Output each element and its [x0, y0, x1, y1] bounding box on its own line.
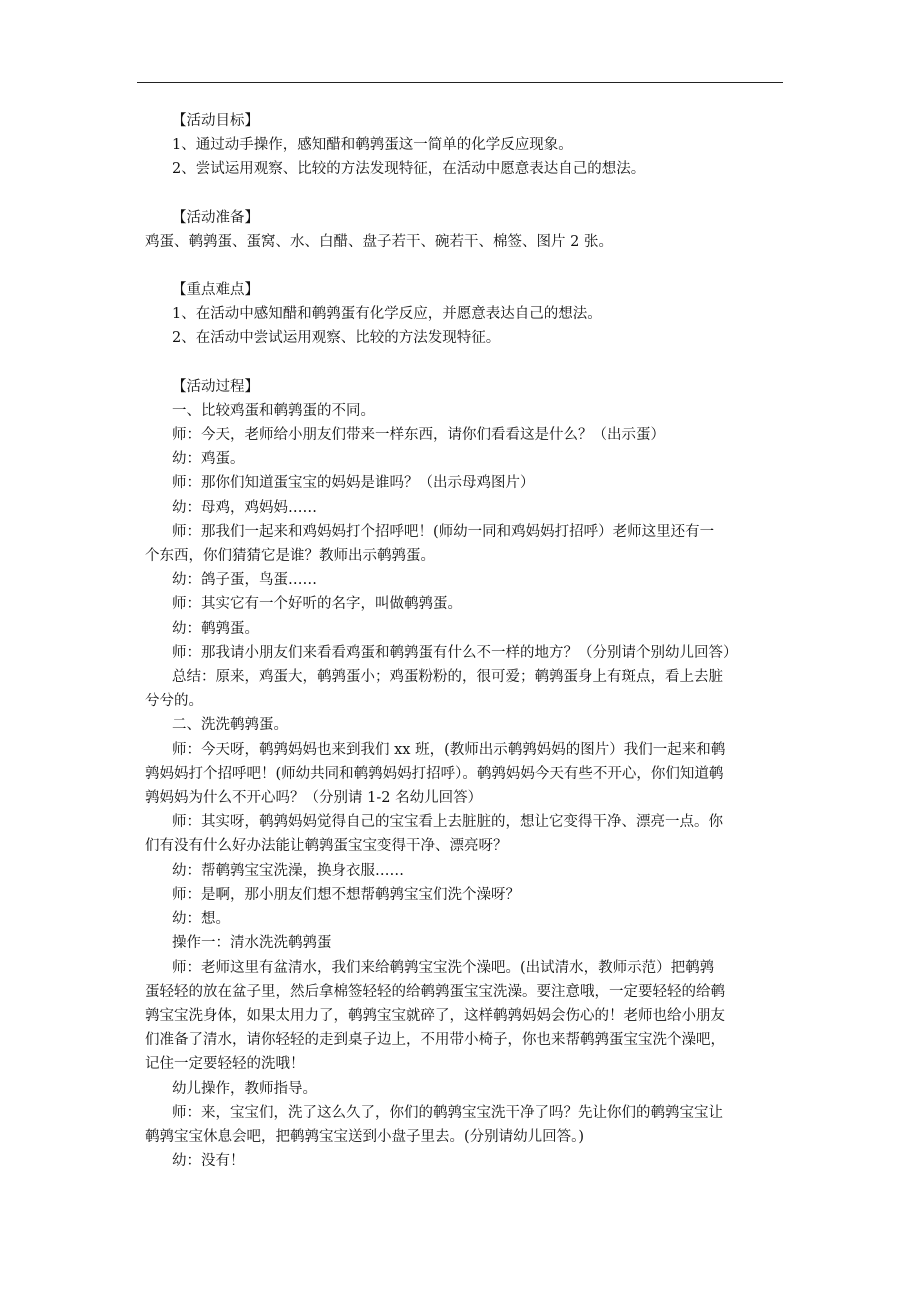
- process-line: 师：今天呀，鹌鹑妈妈也来到我们 xx 班，(教师出示鹌鹑妈妈的图片）我们一起来和鹌: [172, 741, 726, 758]
- process-line: 师：今天，老师给小朋友们带来一样东西，请你们看看这是什么？（出示蛋）: [172, 427, 665, 444]
- process-line: 总结：原来，鸡蛋大，鹌鹑蛋小；鸡蛋粉粉的，很可爱；鹌鹑蛋身上有斑点，看上去脏: [172, 669, 723, 686]
- prep-text: 鸡蛋、鹌鹑蛋、蛋窝、水、白醋、盘子若干、碗若干、棉签、图片 2 张。: [145, 233, 613, 250]
- process-line: 幼：想。: [172, 911, 230, 928]
- process-line: 幼：没有！: [172, 1153, 245, 1170]
- process-line: 师：其实它有一个好听的名字，叫做鹌鹑蛋。: [172, 596, 462, 613]
- process-line: 幼：帮鹌鹑宝宝洗澡，换身衣服……: [172, 862, 404, 879]
- section-heading-process: 【活动过程】: [172, 378, 259, 395]
- goal-item: 1、通过动手操作，感知醋和鹌鹑蛋这一简单的化学反应现象。: [172, 137, 573, 154]
- section-heading-goal: 【活动目标】: [172, 113, 259, 129]
- process-line: 幼：鹌鹑蛋。: [172, 620, 259, 637]
- process-line: 鹑妈妈为什么不开心吗？（分别请 1-2 名幼儿回答）: [145, 790, 483, 807]
- process-line: 幼：母鸡，鸡妈妈……: [172, 499, 317, 516]
- process-line: 鹑妈妈打个招呼吧！(师幼共同和鹌鹑妈妈打招呼）。鹌鹑妈妈今天有些不开心，你们知道鹌: [145, 765, 724, 782]
- process-line: 幼：鸽子蛋，鸟蛋……: [172, 572, 317, 589]
- process-line: 蛋轻轻的放在盆子里，然后拿棉签轻轻的给鹌鹑蛋宝宝洗澡。要注意哦，一定要轻轻的给鹌: [145, 983, 725, 1000]
- process-line: 二、洗洗鹌鹑蛋。: [172, 717, 288, 734]
- process-line: 师：老师这里有盆清水，我们来给鹌鹑宝宝洗个澡吧。(出试清水，教师示范）把鹌鹑: [172, 959, 715, 976]
- header-rule: [137, 82, 783, 83]
- section-heading-prep: 【活动准备】: [172, 209, 259, 226]
- process-line: 们有没有什么好办法能让鹌鹑蛋宝宝变得干净、漂亮呀？: [145, 838, 508, 855]
- document-body: [145, 109, 793, 1173]
- process-line: 一、比较鸡蛋和鹌鹑蛋的不同。: [172, 402, 375, 419]
- process-line: 记住一定要轻轻的洗哦！: [145, 1056, 305, 1073]
- process-line: 幼儿操作，教师指导。: [172, 1080, 317, 1097]
- process-line: 个东西，你们猜猜它是谁？教师出示鹌鹑蛋。: [145, 548, 435, 565]
- process-line: 师：来，宝宝们，洗了这么久了，你们的鹌鹑宝宝洗干净了吗？先让你们的鹌鹑宝宝让: [172, 1104, 723, 1121]
- section-heading-key: 【重点难点】: [172, 282, 259, 299]
- process-line: 鹑宝宝洗身体，如果太用力了，鹌鹑宝宝就碎了，这样鹌鹑妈妈会伤心的！老师也给小朋友: [145, 1007, 725, 1024]
- process-line: 们准备了清水，请你轻轻的走到桌子边上，不用带小椅子，你也来帮鹌鹑蛋宝宝洗个澡吧，: [145, 1032, 725, 1049]
- process-line: 师：那我请小朋友们来看看鸡蛋和鹌鹑蛋有什么不一样的地方？（分别请个别幼儿回答）: [172, 644, 738, 661]
- process-line: 操作一：清水洗洗鹌鹑蛋: [172, 935, 332, 952]
- process-line: 师：其实呀，鹌鹑妈妈觉得自己的宝宝看上去脏脏的，想让它变得干净、漂亮一点。你: [172, 814, 723, 831]
- key-item: 1、在活动中感知醋和鹌鹑蛋有化学反应，并愿意表达自己的想法。: [172, 306, 602, 323]
- key-item: 2、在活动中尝试运用观察、比较的方法发现特征。: [172, 330, 501, 347]
- process-line: 师：是啊，那小朋友们想不想帮鹌鹑宝宝们洗个澡呀？: [172, 886, 520, 903]
- process-line: 幼：鸡蛋。: [172, 451, 245, 468]
- process-line: 鹌鹑宝宝休息会吧，把鹌鹑宝宝送到小盘子里去。(分别请幼儿回答。): [145, 1128, 585, 1145]
- goal-item: 2、尝试运用观察、比较的方法发现特征，在活动中愿意表达自己的想法。: [172, 161, 646, 178]
- process-line: 兮兮的。: [145, 693, 203, 710]
- process-line: 师：那你们知道蛋宝宝的妈妈是谁吗？（出示母鸡图片）: [172, 475, 535, 492]
- process-line: 师：那我们一起来和鸡妈妈打个招呼吧！(师幼一同和鸡妈妈打招呼）老师这里还有一: [172, 523, 715, 540]
